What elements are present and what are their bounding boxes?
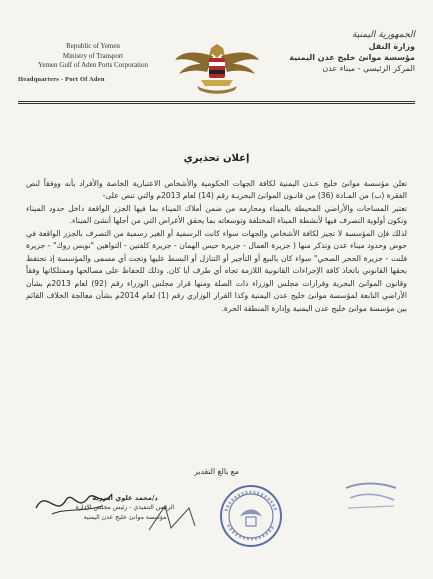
- ministry-ar: وزارة النقل: [368, 42, 415, 51]
- closing-line: مع بالغ التقدير: [194, 467, 239, 476]
- yemen-eagle-emblem-icon: [173, 38, 261, 96]
- header-rule-bottom: [18, 103, 415, 104]
- signatory-org: مؤسسة موانئ خليج عدن اليمنية: [83, 514, 167, 521]
- country-en: Republic of Yemen: [66, 42, 120, 50]
- ministry-en: Ministry of Transport: [62, 51, 124, 60]
- notice-paragraph-1: تعلن مؤسسة موانئ خليج عـدن اليمنية لكافة الجهات الحكومية والأشخاص الاعتبارية الخاصة والأفراد بأنه ووفقاً لنص الفقرة (ب) من المـادة (36) من قانـون الموانئ البحريـة رقم (14) لعام 2013م والتي تنص على-: [26, 179, 407, 201]
- signatory-name: د/محمد علوي امزربه: [92, 494, 158, 502]
- corporation-en: Yemen Gulf of Aden Ports Corporation: [38, 61, 148, 69]
- official-round-stamp-icon: [218, 483, 284, 549]
- initials-mark-icon: [145, 500, 200, 538]
- secondary-stamp-icon: [340, 478, 402, 524]
- notice-paragraph-3: لذلك فإن المؤسسة لا تجيز لكافة الأشخاص والجهات سواء كانت الرسمية أو الغير رسمية من التصرف بالجزر الواقعة في حوض وحدود ميناء عدن وتذكر منها ( جزيرة العمال - جزيرة حيس الهمان - جزيرة كلفتين - التواهين "نوبس روك" - جزيرة فلنت - جزيرة الحجر الصحي" سواء كان بالبيع أو التأجير أو التنازل أو البسط عليها وتحت أي مسمى والمؤسسة إذ تحتفظ بحقها القانوني باتخاذ كافة الإجراءات القانونية اللازمة تجاه أي طرف أيا كان. وذلك للحفاظ على مصالحها وممتلكاتها وفقاً وقانون الموانئ البحرية وقرارات مجلس الوزراء ذات الصلة ومنها قرار مجلس الوزراء رقم (92) لعام 2013م بشأن الأراضي التابعة لمؤسسة موانئ خليج عدن اليمنية وكذا القرار الوزاري رقم (1) لعام 2014م بشأن معالجة الخلاف القائم بين مؤسسة موانئ خليج عدن اليمنية وإدارة المنطقة الحرة.: [26, 228, 407, 313]
- header-rule-top: [18, 101, 415, 102]
- headquarters-ar: المركز الرئيسي - ميناء عدن: [322, 64, 415, 73]
- notice-body: [26, 178, 407, 315]
- letterhead-arabic: [275, 30, 415, 74]
- headquarters-en: Headquarters - Port Of Aden: [18, 75, 105, 83]
- notice-paragraph-2: تعتبر المساحات والأراضي المحيطة بالميناء ومحارمه من ضمن أملاك الميناء بما فيها الجزر الواقعة داخل حدود الميناء وتكون أولوية التصرف فيها لأنشطة الميناء المختلفة وتوسعاته بما يحقق الأغراض التي من أجلها أنشئ الميناء.: [26, 203, 407, 226]
- notice-title: إعلان تحذيري: [183, 153, 250, 164]
- signatory-role: الرئيس التنفيذي - رئيس مجلس الإدارة: [75, 504, 175, 511]
- country-ar: الجمهورية اليمنية: [351, 30, 415, 40]
- corporation-ar: مؤسسة موانئ خليج عدن اليمنية: [289, 53, 415, 62]
- letterhead-english: [18, 42, 168, 84]
